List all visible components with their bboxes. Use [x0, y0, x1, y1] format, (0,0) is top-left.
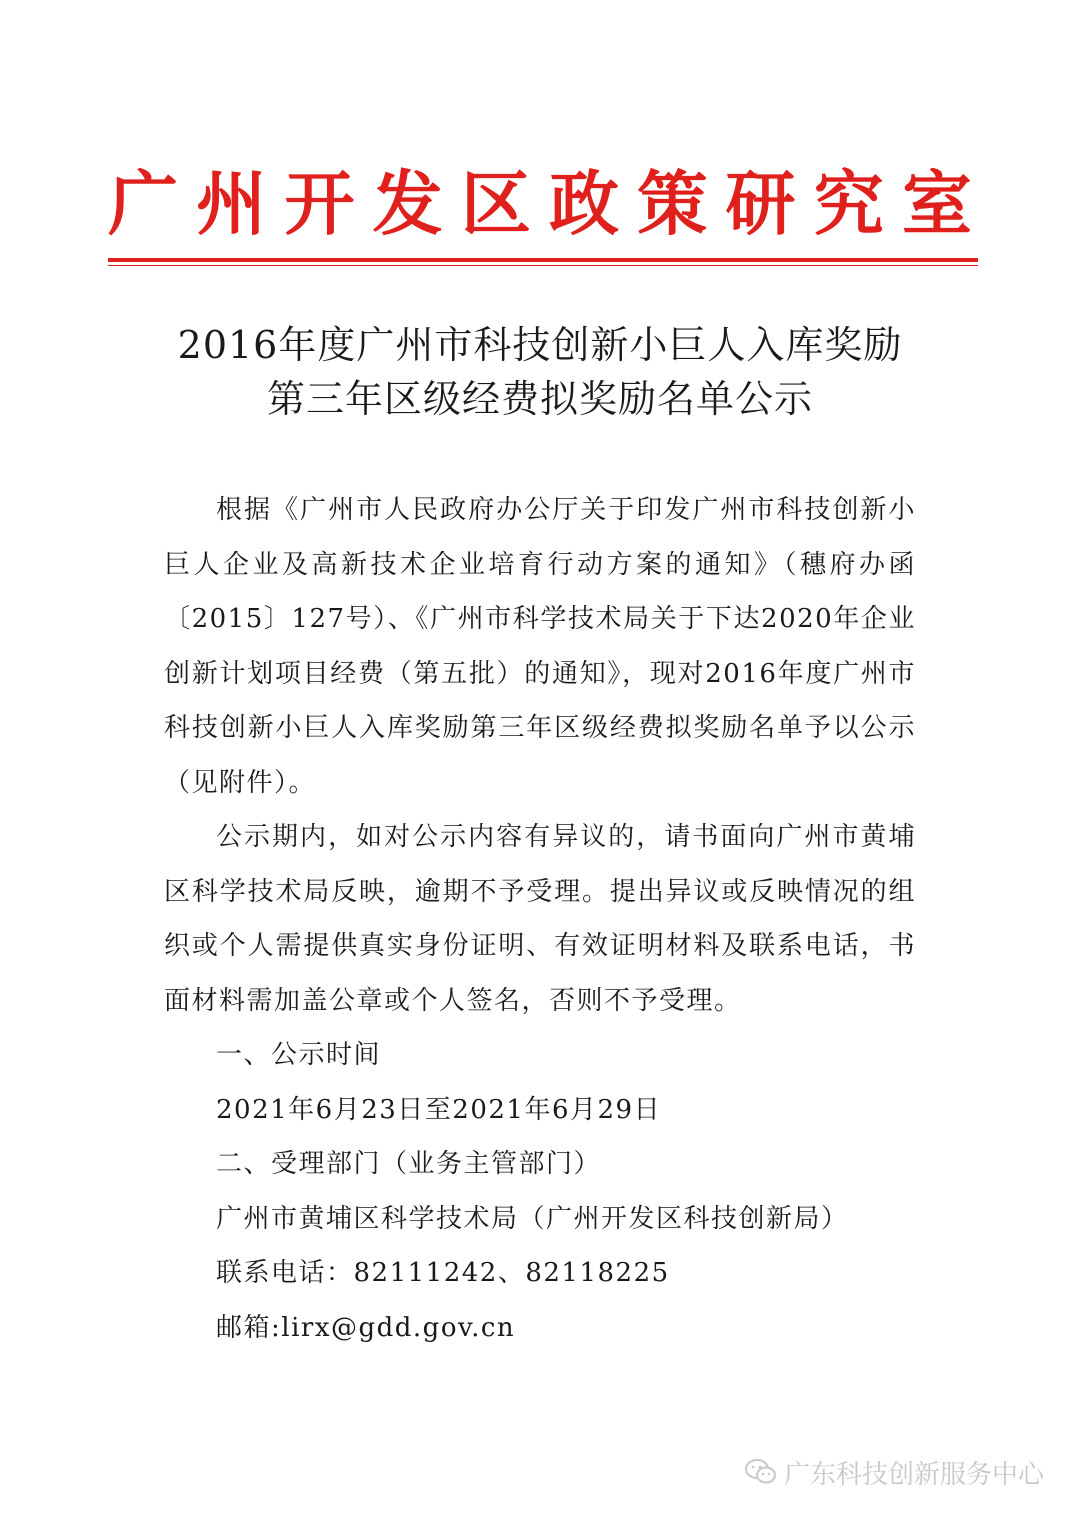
contact-phone: 联系电话：82111242、82118225: [216, 1258, 670, 1288]
masthead-char: 州: [196, 163, 267, 245]
wechat-icon: [744, 1457, 778, 1487]
section-heading-period: 一、公示时间: [216, 1040, 382, 1070]
masthead-char: 究: [813, 163, 884, 245]
title-line-2: 第三年区级经费拟奖励名单公示: [266, 377, 813, 421]
section-heading-department: 二、受理部门（业务主管部门）: [216, 1149, 602, 1179]
masthead-org-name: [100, 158, 980, 250]
masthead-char: 策: [637, 163, 708, 245]
masthead-char: 发: [372, 163, 443, 245]
title-line-1: 2016年度广州市科技创新小巨人入库奖励: [177, 323, 903, 367]
masthead-char: 区: [460, 163, 531, 245]
masthead-char: 室: [901, 163, 972, 245]
contact-email: 邮箱:lirx@gdd.gov.cn: [216, 1312, 516, 1343]
masthead-divider: [108, 258, 978, 262]
masthead-divider-thin: [108, 265, 978, 266]
document-body: [164, 483, 916, 1355]
masthead-char: 开: [284, 163, 355, 245]
watermark: [744, 1452, 1044, 1492]
department-name: 广州市黄埔区科学技术局（广州开发区科技创新局）: [216, 1203, 849, 1234]
masthead-char: 研: [725, 163, 796, 245]
paragraph-objection: 公示期内，如对公示内容有异议的，请书面向广州市黄埔区科学技术局反映，逾期不予受理。提出异议或反映情况的组织或个人需提供真实身份证明、有效证明材料及联系电话，书面材料需加盖公章或个人签名，否则不予受理。: [164, 822, 916, 1016]
masthead-char: 广: [108, 163, 178, 245]
publicity-period: 2021年6月23日至2021年6月29日: [216, 1094, 662, 1125]
watermark-text: 广东科技创新服务中心: [783, 1459, 1044, 1490]
masthead-char: 政: [549, 163, 620, 245]
document-title: [60, 318, 1020, 426]
paragraph-basis: 根据《广州市人民政府办公厅关于印发广州市科技创新小巨人企业及高新技术企业培育行动方案的通知》（穗府办函〔2015〕127号）、《广州市科学技术局关于下达2020年企业创新计划项目经费（第五批）的通知》，现对2016年度广州市科技创新小巨人入库奖励第三年区级经费拟奖励名单予以公示（见附件）。: [164, 495, 916, 798]
